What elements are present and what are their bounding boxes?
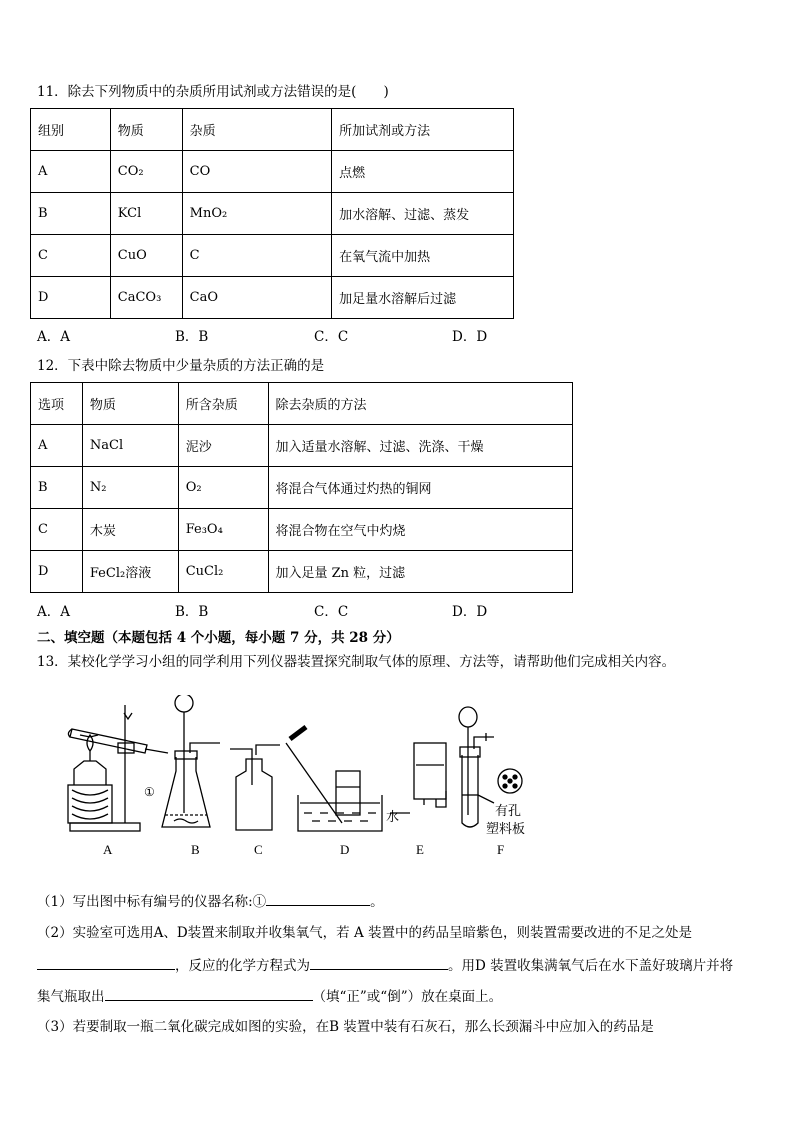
table-cell: N₂ xyxy=(82,467,178,509)
q11-stem: 11．除去下列物质中的杂质所用试剂或方法错误的是( ) xyxy=(37,84,389,100)
part1-end: 。 xyxy=(370,894,384,910)
answer-blank-1[interactable] xyxy=(266,891,370,906)
q13-part2-line2 xyxy=(37,955,733,976)
label-b: B xyxy=(191,842,200,857)
table-cell: B xyxy=(31,193,111,235)
table-cell: CaO xyxy=(182,277,332,319)
apparatus-e xyxy=(390,743,446,813)
option-c[interactable]: C．C xyxy=(314,604,349,620)
table-header-row xyxy=(31,383,573,425)
table-cell: B xyxy=(31,467,83,509)
table-cell: 加入足量 Zn 粒，过滤 xyxy=(268,551,572,593)
table-cell: A xyxy=(31,425,83,467)
apparatus-a xyxy=(68,705,168,831)
table-cell: KCl xyxy=(110,193,182,235)
apparatus-d xyxy=(286,727,382,831)
table-cell: CO xyxy=(182,151,332,193)
table-row xyxy=(31,425,573,467)
table-cell: NaCl xyxy=(82,425,178,467)
table-cell: C xyxy=(31,235,111,277)
part1-text: （1）写出图中标有编号的仪器名称:① xyxy=(37,894,267,910)
table-header-row xyxy=(31,109,514,151)
header-cell: 所加试剂或方法 xyxy=(332,109,514,151)
table-cell: O₂ xyxy=(178,467,268,509)
circled-marker: ① xyxy=(144,785,155,799)
q13-part1 xyxy=(37,891,384,912)
section-heading: 二、填空题（本题包括 4 个小题，每小题 7 分，共 28 分） xyxy=(37,630,400,646)
table-row xyxy=(31,509,573,551)
header-cell: 组别 xyxy=(31,109,111,151)
table-cell: D xyxy=(31,277,111,319)
q11-table xyxy=(30,108,514,319)
part2-text-b: 。用D 装置收集满氧气后在水下盖好玻璃片并将 xyxy=(448,958,734,974)
header-cell: 杂质 xyxy=(182,109,332,151)
part2-text-c: 集气瓶取出 xyxy=(37,989,105,1005)
q13-stem: 13．某校化学学习小组的同学利用下列仪器装置探究制取气体的原理、方法等，请帮助他们完成相关内容。 xyxy=(37,654,676,670)
table-row xyxy=(31,277,514,319)
table-cell: 将混合物在空气中灼烧 xyxy=(268,509,572,551)
apparatus-c xyxy=(230,745,280,830)
q12-stem: 12．下表中除去物质中少量杂质的方法正确的是 xyxy=(37,358,325,374)
q12-table xyxy=(30,382,573,593)
table-cell: D xyxy=(31,551,83,593)
table-cell: CO₂ xyxy=(110,151,182,193)
table-cell: CaCO₃ xyxy=(110,277,182,319)
apparatus-b xyxy=(162,695,220,827)
option-a[interactable]: A．A xyxy=(37,329,70,345)
label-f: F xyxy=(497,842,505,857)
part2-text-a: ，反应的化学方程式为 xyxy=(175,958,310,974)
q13-part2-line3 xyxy=(37,986,502,1007)
header-cell: 物质 xyxy=(82,383,178,425)
option-d[interactable]: D．D xyxy=(452,604,488,620)
table-cell: 泥沙 xyxy=(178,425,268,467)
option-c[interactable]: C．C xyxy=(314,329,349,345)
table-cell: 加足量水溶解后过滤 xyxy=(332,277,514,319)
water-label: 水 xyxy=(386,810,400,825)
table-row xyxy=(31,235,514,277)
label-c: C xyxy=(254,842,263,857)
part2-text-d: （填“正”或“倒”）放在桌面上。 xyxy=(312,989,503,1005)
table-row xyxy=(31,551,573,593)
table-cell: 加水溶解、过滤、蒸发 xyxy=(332,193,514,235)
table-row xyxy=(31,151,514,193)
table-row xyxy=(31,467,573,509)
table-cell: 木炭 xyxy=(82,509,178,551)
table-cell: C xyxy=(182,235,332,277)
table-cell: FeCl₂溶液 xyxy=(82,551,178,593)
option-b[interactable]: B．B xyxy=(175,604,209,620)
option-a[interactable]: A．A xyxy=(37,604,70,620)
table-cell: 加入适量水溶解、过滤、洗涤、干燥 xyxy=(268,425,572,467)
plate-label-2: 塑料板 xyxy=(486,822,526,837)
header-cell: 物质 xyxy=(110,109,182,151)
table-cell: MnO₂ xyxy=(182,193,332,235)
header-cell: 选项 xyxy=(31,383,83,425)
answer-blank-4[interactable] xyxy=(105,986,313,1001)
table-cell: CuO xyxy=(110,235,182,277)
answer-blank-2[interactable] xyxy=(37,955,175,970)
table-cell: C xyxy=(31,509,83,551)
table-cell: Fe₃O₄ xyxy=(178,509,268,551)
label-d: D xyxy=(340,842,350,857)
q13-part3: （3）若要制取一瓶二氧化碳完成如图的实验，在B 装置中装有石灰石，那么长颈漏斗中应加入的药品是 xyxy=(37,1019,654,1035)
label-e: E xyxy=(416,842,424,857)
plate-label-1: 有孔 xyxy=(495,804,522,819)
option-b[interactable]: B．B xyxy=(175,329,209,345)
table-cell: 将混合气体通过灼热的铜网 xyxy=(268,467,572,509)
table-cell: 点燃 xyxy=(332,151,514,193)
header-cell: 除去杂质的方法 xyxy=(268,383,572,425)
answer-blank-3[interactable] xyxy=(310,955,448,970)
table-row xyxy=(31,193,514,235)
table-cell: A xyxy=(31,151,111,193)
table-cell: 在氧气流中加热 xyxy=(332,235,514,277)
header-cell: 所含杂质 xyxy=(178,383,268,425)
option-d[interactable]: D．D xyxy=(452,329,488,345)
label-a: A xyxy=(103,842,113,857)
q13-part2-line1: （2）实验室可选用A、D装置来制取并收集氧气，若 A 装置中的药品呈暗紫色，则装置需要改进的不足之处是 xyxy=(37,925,692,941)
table-cell: CuCl₂ xyxy=(178,551,268,593)
